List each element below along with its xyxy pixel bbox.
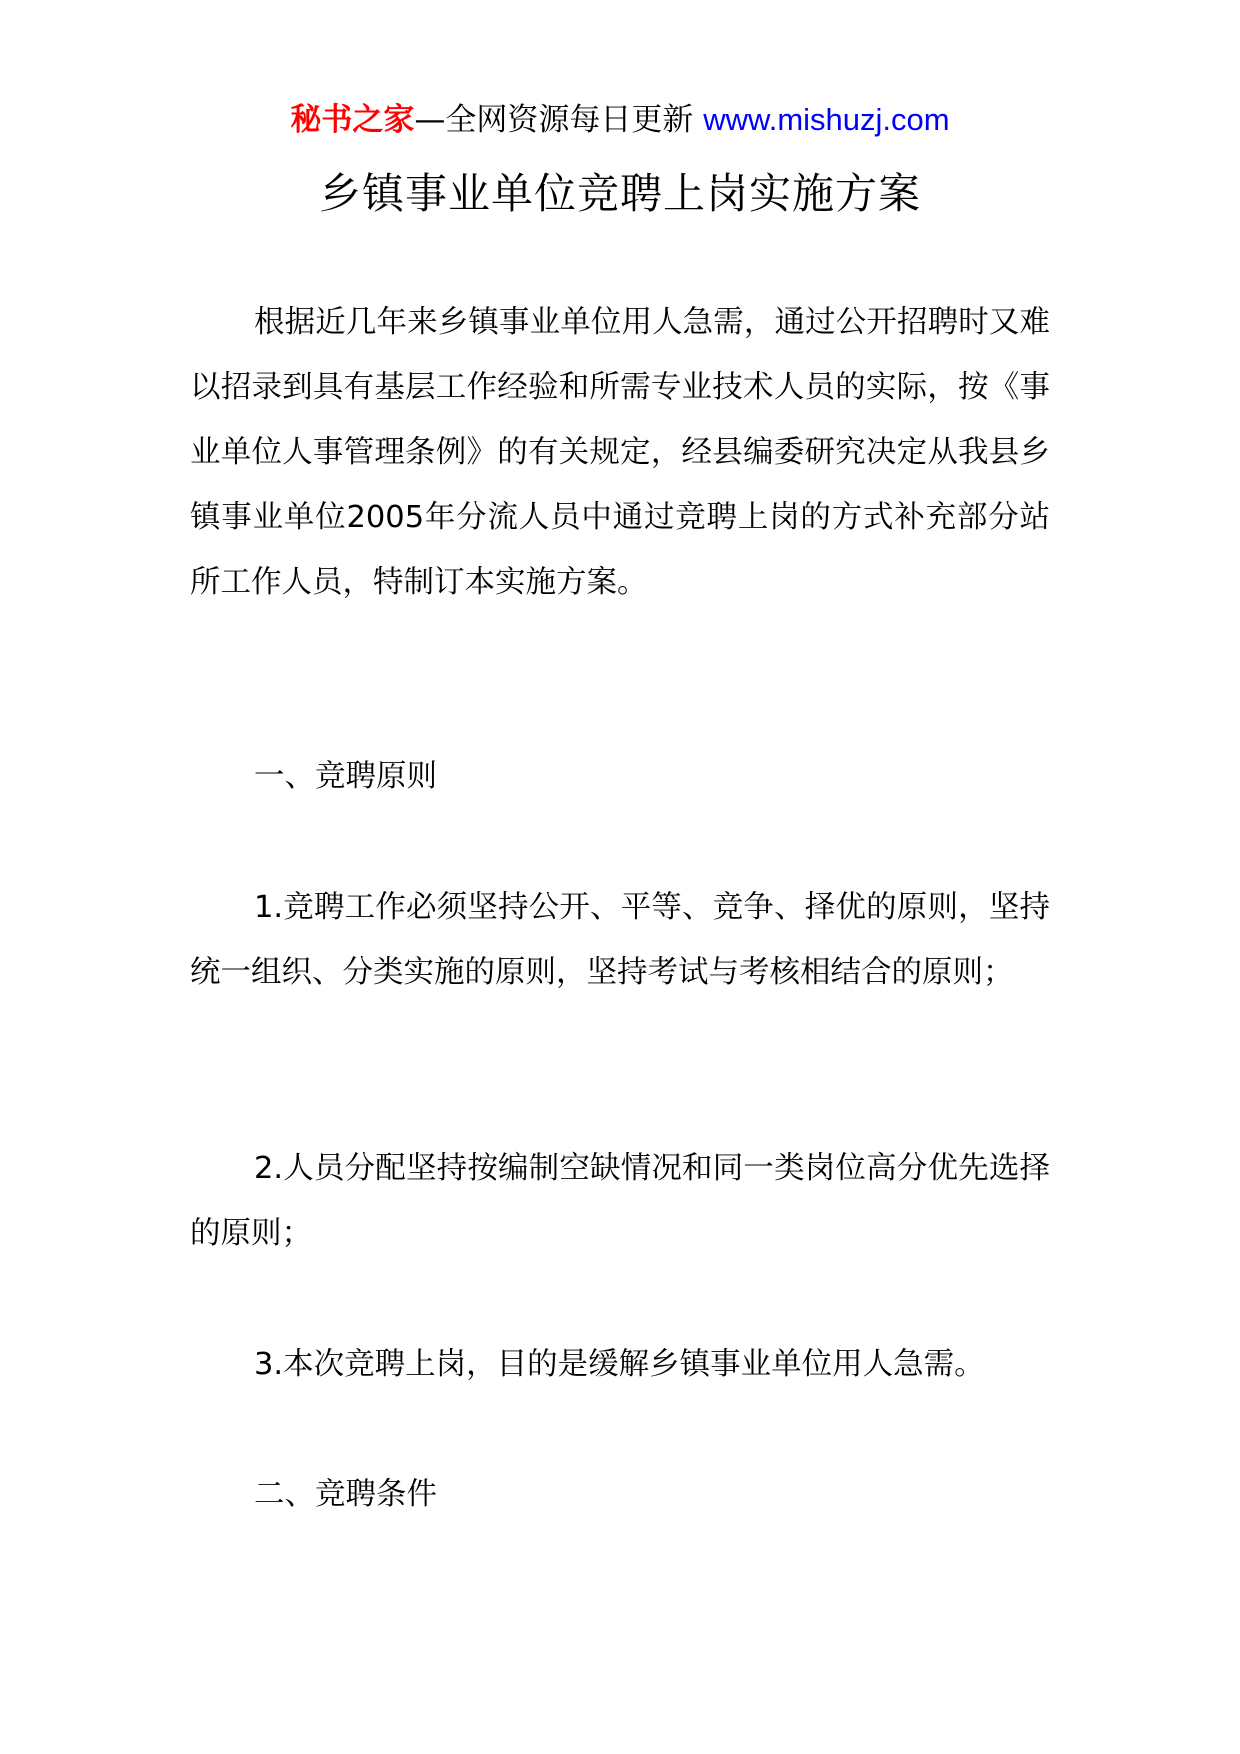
document-title: 乡镇事业单位竞聘上岗实施方案 — [318, 169, 921, 218]
section-heading-principles: 一、竞聘原则 — [254, 759, 437, 794]
principle-item-3: 3.本次竞聘上岗，目的是缓解乡镇事业单位用人急需。 — [254, 1347, 985, 1382]
section-heading-conditions: 二、竞聘条件 — [254, 1477, 437, 1512]
intro-paragraph: 根据近几年来乡镇事业单位用人急需，通过公开招聘时又难以招录到具有基层工作经验和所需专业技术人员的实际，按《事业单位人事管理条例》的有关规定，经县编委研究决定从我县乡镇事业单位2005年分流人员中通过竞聘上岗的方式补充部分站所工作人员，特制订本实施方案。 — [190, 305, 1050, 600]
principle-item-1: 1.竞聘工作必须坚持公开、平等、竞争、择优的原则，坚持统一组织、分类实施的原则，坚持考试与考核相结合的原则； — [190, 890, 1050, 990]
header-slogan: —全网资源每日更新 — [414, 102, 694, 138]
site-header — [0, 100, 1240, 140]
brand-name: 秘书之家 — [290, 102, 415, 138]
principle-item-2: 2.人员分配坚持按编制空缺情况和同一类岗位高分优先选择的原则； — [190, 1151, 1050, 1251]
site-url-link[interactable]: www.mishuzj.com — [703, 102, 950, 137]
